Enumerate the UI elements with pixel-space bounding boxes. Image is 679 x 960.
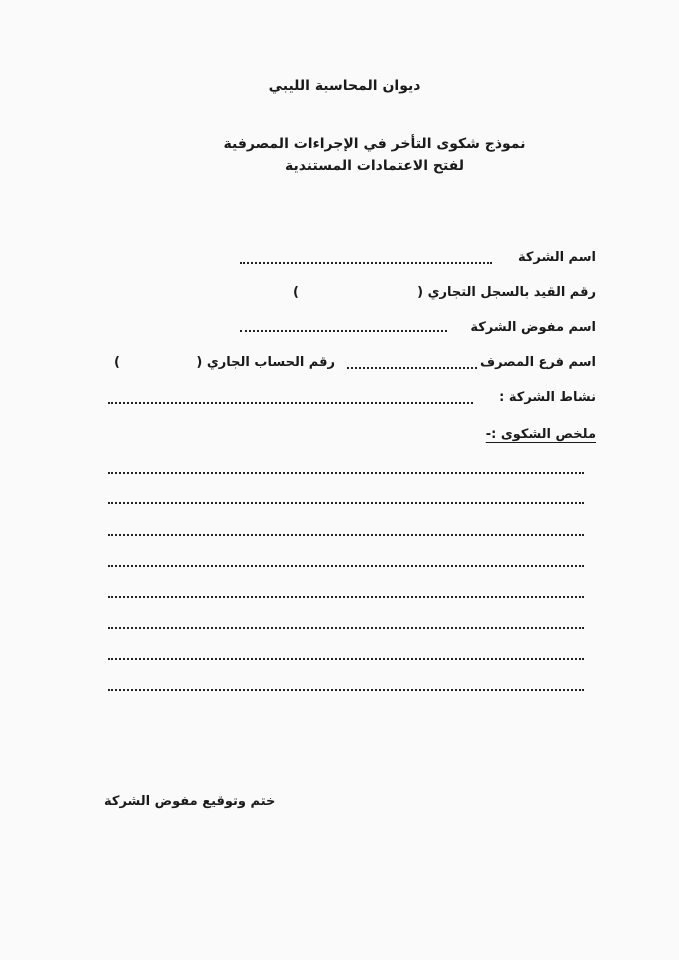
company-delegate-field[interactable] <box>240 330 447 332</box>
summary-line-6[interactable] <box>108 627 584 629</box>
form-title-line1: نموذج شكوى التأخر في الإجراءات المصرفية <box>223 136 526 152</box>
summary-line-5[interactable] <box>108 596 584 598</box>
summary-line-1[interactable] <box>108 472 584 474</box>
current-account-field[interactable] <box>128 356 203 372</box>
form-title-line2: لفتح الاعتمادات المستندية <box>284 158 465 174</box>
registry-number-close: ) <box>293 285 299 300</box>
company-delegate-label: اسم مفوض الشركة <box>470 320 596 335</box>
registry-number-field[interactable] <box>306 286 402 302</box>
stamp-signature-label: ختم وتوقيع مفوض الشركة <box>104 794 276 809</box>
company-activity-field[interactable] <box>108 402 473 404</box>
registry-number-label: رقم القيد بالسجل التجاري ( <box>417 285 596 300</box>
agency-name: ديوان المحاسبة الليبي <box>268 78 421 94</box>
summary-line-3[interactable] <box>108 534 584 536</box>
summary-line-2[interactable] <box>108 502 584 504</box>
company-name-field[interactable] <box>240 262 492 264</box>
bank-branch-label: اسم فرع المصرف <box>479 355 596 370</box>
complaint-summary-label: ملخص الشكوى :- <box>485 427 596 442</box>
current-account-close: ) <box>114 355 120 370</box>
summary-line-8[interactable] <box>108 689 584 691</box>
company-activity-label: نشاط الشركة : <box>499 390 596 405</box>
summary-line-7[interactable] <box>108 658 584 660</box>
current-account-label: رقم الحساب الجاري ( <box>196 355 335 370</box>
summary-line-4[interactable] <box>108 565 584 567</box>
bank-branch-field[interactable] <box>347 367 477 369</box>
company-name-label: اسم الشركة <box>517 250 596 265</box>
